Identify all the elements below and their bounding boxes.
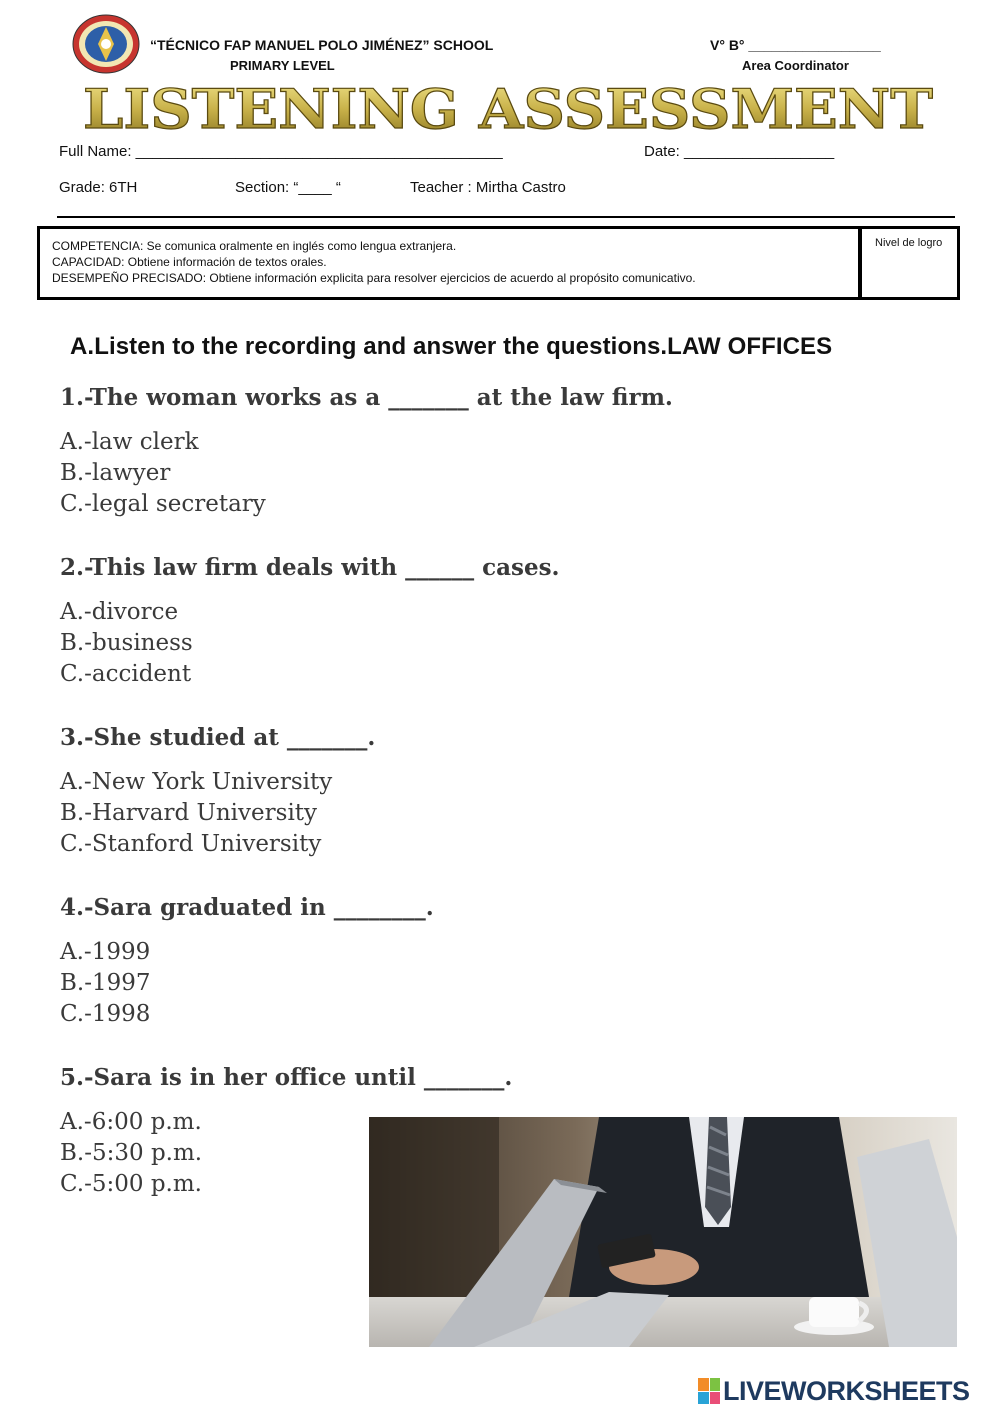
question-3 (60, 724, 375, 860)
divider (57, 216, 955, 218)
option-c[interactable]: C.-Stanford University (60, 831, 322, 857)
option-a[interactable]: A.-6:00 p.m. (60, 1109, 202, 1135)
section-title: A.Listen to the recording and answer the questions.LAW OFFICES (70, 333, 833, 360)
area-coordinator-label: Area Coordinator (742, 58, 849, 73)
full-name-field[interactable]: Full Name: ____________________________________________ (59, 143, 503, 160)
option-b[interactable]: B.-5:30 p.m. (60, 1140, 203, 1166)
competency-box (37, 226, 862, 300)
option-a[interactable]: A.-law clerk (60, 429, 199, 455)
option-a[interactable]: A.-divorce (60, 599, 179, 625)
school-name: “TÉCNICO FAP MANUEL POLO JIMÉNEZ” SCHOOL (150, 37, 494, 53)
option-b[interactable]: B.-business (60, 630, 193, 656)
option-b[interactable]: B.-Harvard University (60, 800, 318, 826)
school-level: PRIMARY LEVEL (230, 58, 335, 73)
teacher-label: Teacher : Mirtha Castro (410, 179, 566, 196)
brand-name: LIVEWORKSHEETS (723, 1375, 970, 1406)
liveworksheets-logo (698, 1376, 970, 1406)
question-text: 4.-Sara graduated in ________. (60, 894, 434, 921)
option-c[interactable]: C.-5:00 p.m. (60, 1171, 202, 1197)
question-text: 5.-Sara is in her office until _______. (60, 1064, 513, 1091)
option-a[interactable]: A.-New York University (60, 769, 333, 795)
live-badge-icon (698, 1378, 720, 1404)
question-2 (60, 554, 560, 690)
option-c[interactable]: C.-1998 (60, 1001, 151, 1027)
date-field[interactable]: Date: __________________ (644, 143, 835, 160)
banner-title: LISTENING ASSESSMENT (83, 80, 933, 140)
question-text: 2.-This law firm deals with ______ cases. (60, 554, 560, 581)
assessment-banner (78, 80, 938, 140)
grade-label: Grade: 6TH (59, 179, 138, 196)
desempeno-text: DESEMPEÑO PRECISADO: Obtiene información explicita para resolver ejercicios de acuerdo al propósito comunicativo. (52, 271, 696, 285)
office-photo (369, 1117, 957, 1347)
option-b[interactable]: B.-1997 (60, 970, 151, 996)
achievement-level-label: Nivel de logro (875, 237, 943, 249)
question-text: 3.-She studied at _______. (60, 724, 376, 751)
school-logo (70, 12, 142, 76)
option-c[interactable]: C.-accident (60, 661, 192, 687)
achievement-level-box[interactable] (858, 226, 960, 300)
option-b[interactable]: B.-lawyer (60, 460, 171, 486)
question-text: 1.-The woman works as a _______ at the law firm. (60, 384, 673, 411)
option-a[interactable]: A.-1999 (60, 939, 151, 965)
question-4 (60, 894, 434, 1030)
approval-line: V° B° _________________ (710, 37, 881, 53)
option-c[interactable]: C.-legal secretary (60, 491, 266, 517)
question-1 (60, 384, 673, 520)
competencia-text: COMPETENCIA: Se comunica oralmente en inglés como lengua extranjera. (52, 239, 457, 253)
section-field[interactable]: Section: “____ “ (235, 179, 341, 196)
capacidad-text: CAPACIDAD: Obtiene información de textos orales. (52, 255, 327, 269)
